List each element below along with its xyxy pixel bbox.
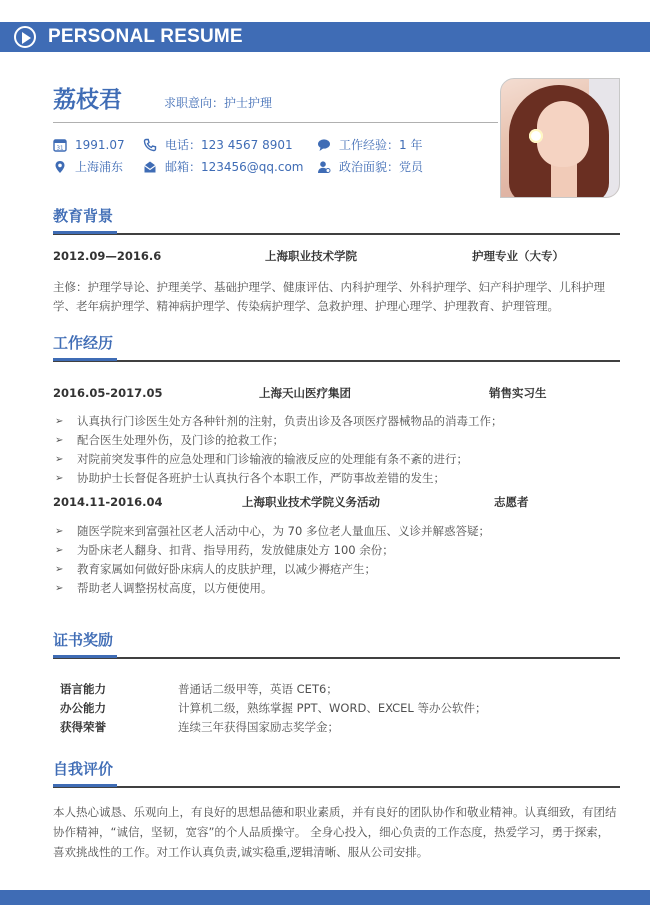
section-accent [53,231,117,234]
email-info [143,159,304,175]
arrow-bullet-icon: ➢ [55,583,64,594]
job-duties [55,412,620,488]
self-evaluation-text: 本人热心诚恳、乐观向上，有良好的思想品德和职业素质，并有良好的团队协作和敬业精神。认真细致，有团结协作精神，“诚信，坚韧，宽容”的个人品质操守。 全身心投入，细心负责的工作态度，热爱学习，勇于探索，喜欢挑战性的工作。对工作认真负责,诚实稳重,逻辑清晰、服从公司安排。 [53,805,617,859]
arrow-bullet-icon: ➢ [55,473,64,484]
person-icon [317,160,331,174]
education-school: 上海职业技术学院 [265,249,357,263]
job-period: 2016.05-2017.05 [53,386,163,400]
job-objective: 求职意向：护士护理 [164,96,273,110]
calendar-icon [53,138,67,152]
cert-row [60,699,620,717]
list-item: ➢ 帮助老人调整拐杖高度，以方便使用。 [55,579,620,598]
header-bar [0,22,650,52]
location-icon [53,160,67,174]
section-accent [53,655,117,658]
arrow-bullet-icon: ➢ [55,564,64,575]
cert-label: 语言能力 [60,682,106,696]
arrow-bullet-icon: ➢ [55,435,64,446]
list-item: ➢ 为卧床老人翻身、扣背、指导用药，发放健康处方 100 余份； [55,541,620,560]
phone-icon [143,138,157,152]
cert-row [60,680,620,698]
job-org: 上海职业技术学院义务活动 [242,495,380,509]
location-value: 上海浦东 [75,160,124,174]
cert-label: 办公能力 [60,701,106,715]
education-major: 护理专业（大专） [472,249,564,263]
svg-text:31: 31 [56,145,64,152]
section-rule [53,657,620,659]
experience-value: 工作经验：1 年 [339,138,423,152]
section-rule [53,786,620,788]
section-title-certs: 证书奖励 [53,631,114,649]
job-period: 2014.11-2016.04 [53,495,163,509]
birth-value: 1991.07 [75,138,125,152]
cert-label: 获得荣誉 [60,720,106,734]
job-duties [55,522,620,598]
cert-row [60,718,620,736]
email-value: 邮箱：123456@qq.com [165,160,304,174]
phone-info [143,137,293,153]
profile-photo [500,78,620,198]
footer-bar [0,890,650,905]
location-info [53,159,123,175]
cert-value: 连续三年获得国家励志奖学金； [178,720,339,734]
education-courses: 主修：护理学导论、护理美学、基础护理学、健康评估、内科护理学、外科护理学、妇产科护理学、儿科护理学、老年病护理学、精神病护理学、传染病护理学、急救护理、护理心理学、护理教育、护理管理。 [53,280,605,313]
politics-info [317,159,423,175]
section-title-education: 教育背景 [53,207,114,225]
section-title-work: 工作经历 [53,334,114,352]
list-item: ➢ 随医学院来到富强社区老人活动中心，为 70 多位老人量血压、义诊并解惑答疑； [55,522,620,541]
play-icon [14,26,36,48]
cert-value: 普通话二级甲等，英语 CET6； [178,682,338,696]
candidate-name: 荔枝君 [53,87,122,113]
list-item: ➢ 认真执行门诊医生处方各种针剂的注射，负责出诊及各项医疗器械物品的消毒工作； [55,412,620,431]
experience-info [317,137,422,153]
resume-title: PERSONAL RESUME [48,26,243,47]
arrow-bullet-icon: ➢ [55,416,64,427]
list-item: ➢ 协助护士长督促各班护士认真执行各个本职工作，严防事故差错的发生； [55,469,620,488]
arrow-bullet-icon: ➢ [55,454,64,465]
divider [53,122,498,123]
cert-value: 计算机二级，熟练掌握 PPT、WORD、EXCEL 等办公软件； [178,701,487,715]
mail-icon [143,160,157,174]
list-item: ➢ 配合医生处理外伤，及门诊的抢救工作； [55,431,620,450]
section-rule [53,360,620,362]
education-period: 2012.09—2016.6 [53,249,162,263]
chat-icon [317,138,331,152]
arrow-bullet-icon: ➢ [55,545,64,556]
section-title-self: 自我评价 [53,760,114,778]
phone-value: 电话：123 4567 8901 [165,138,293,152]
list-item: ➢ 对院前突发事件的应急处理和门诊输液的输液反应的处理能有条不紊的进行； [55,450,620,469]
section-rule [53,233,620,235]
section-accent [53,358,117,361]
job-role: 销售实习生 [489,386,547,400]
section-accent [53,784,117,787]
job-org: 上海天山医疗集团 [259,386,351,400]
politics-value: 政治面貌：党员 [339,160,424,174]
arrow-bullet-icon: ➢ [55,526,64,537]
list-item: ➢ 教育家属如何做好卧床病人的皮肤护理，以减少褥疮产生； [55,560,620,579]
job-role: 志愿者 [494,495,529,509]
birth-info [53,137,125,153]
